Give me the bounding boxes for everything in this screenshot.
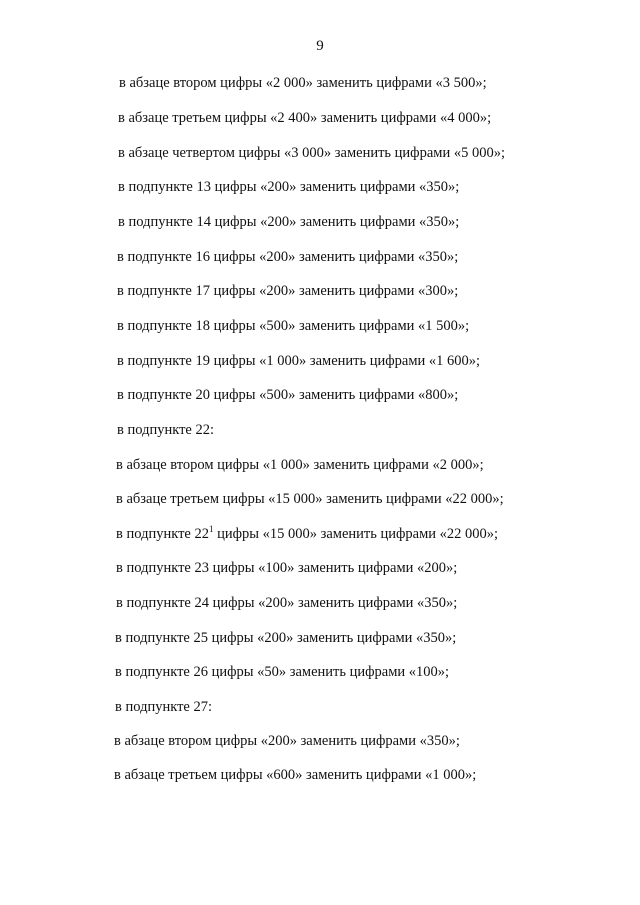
paragraph-line: в абзаце втором цифры «200» заменить цифрами «350»;	[114, 733, 460, 749]
paragraph-line: в абзаце третьем цифры «2 400» заменить цифрами «4 000»;	[118, 110, 492, 126]
paragraph-line: в подпункте 16 цифры «200» заменить цифрами «350»;	[117, 249, 459, 265]
paragraph-line: в абзаце третьем цифры «600» заменить цифрами «1 000»;	[114, 767, 477, 783]
paragraph-line: в подпункте 25 цифры «200» заменить цифрами «350»;	[115, 630, 457, 646]
paragraph-line: в подпункте 20 цифры «500» заменить цифрами «800»;	[117, 387, 459, 403]
paragraph-line: в подпункте 13 цифры «200» заменить цифрами «350»;	[118, 179, 460, 195]
paragraph-line: в подпункте 18 цифры «500» заменить цифрами «1 500»;	[117, 318, 470, 334]
line-text-end: цифры «15 000» заменить цифрами «22 000»;	[213, 526, 499, 542]
paragraph-line: в подпункте 23 цифры «100» заменить цифрами «200»;	[116, 560, 458, 576]
paragraph-line: в абзаце четвертом цифры «3 000» заменить цифрами «5 000»;	[118, 145, 505, 161]
paragraph-line: в абзаце третьем цифры «15 000» заменить цифрами «22 000»;	[116, 491, 504, 507]
paragraph-line: в подпункте 19 цифры «1 000» заменить цифрами «1 600»;	[117, 353, 481, 369]
paragraph-line: в подпункте 22:	[117, 422, 214, 438]
superscript-index: 1	[208, 524, 214, 534]
paragraph-line: в абзаце втором цифры «1 000» заменить цифрами «2 000»;	[116, 457, 484, 473]
line-text-start: в подпункте 22	[116, 526, 209, 542]
paragraph-line	[116, 525, 498, 543]
paragraph-line: в подпункте 17 цифры «200» заменить цифрами «300»;	[117, 283, 459, 299]
paragraph-line: в подпункте 14 цифры «200» заменить цифрами «350»;	[118, 214, 460, 230]
page-number: 9	[316, 38, 324, 54]
paragraph-line: в подпункте 27:	[115, 699, 212, 715]
paragraph-line: в абзаце втором цифры «2 000» заменить цифрами «3 500»;	[119, 75, 487, 91]
paragraph-line: в подпункте 24 цифры «200» заменить цифрами «350»;	[116, 595, 458, 611]
paragraph-line: в подпункте 26 цифры «50» заменить цифрами «100»;	[115, 664, 450, 680]
